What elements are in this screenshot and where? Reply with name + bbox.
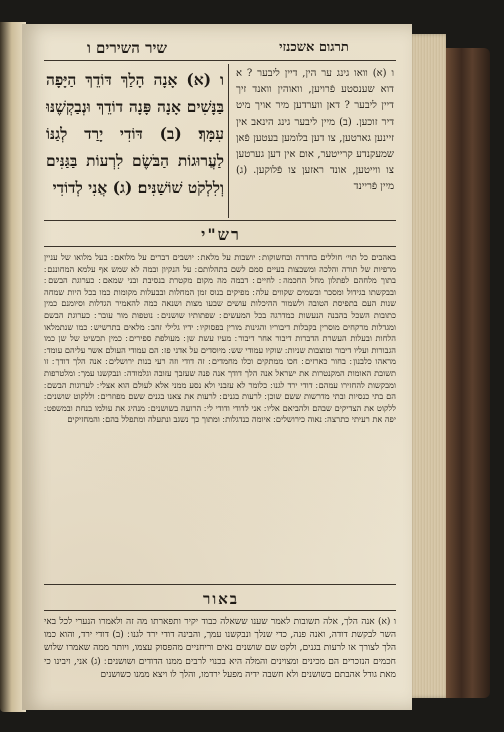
explanation-body xyxy=(44,616,396,698)
header-rule xyxy=(44,60,396,61)
commentary-text: באהבים כל תוי׳ חוללים בחדרה ובחשוקות ׃ יושבות על מלאת ׃ יושבים דברים על מלואם ׃ בעל מלואו של עניין מרפיות של תורה והלכה ומשבצות בעיים סמם לשם בתהלותם ׃ על הנקיון ובמה לא שמש אף עלמא המחוננם ׃ בתוך מלחהם לפתלון מחל החכמה ׃ לחיים ׃ דבמה מה מקום מקטרת בנסיבת ובני שמאם ׃ כערוגת הבשם ׃ ובבקשתו בגידול ומסכר ובשמים שקווים עלה ׃ מפיקים בנוס זמן המחלות ובבעלות מקומות כמו בכל היות שמחה שנות העם בתפיסת הטובה ולשמור ההיכלות עושים שבעו מצות ושנאה כמה להאמיר הגדלות וסיומנם כמין כתובות השכל בהבנה הנעשות כמדרגה בכל המעשים ׃ שפתותיו שושנים ׃ נוטפות מור עובר ׃ כערוגת הבשם ומגדלות מרקחים מוסרין בקבלות דיבוריו והגינות מורין בפסוקיו ׃ ידיו גלילי זהב ׃ מלאים בתרשיש ׃ כמו שנתמלאו הלחות ובעלות העשרת הדברות דיבור אחר דיבור ׃ מעיו עשת שן ׃ מעולפת ספירים ׃ כמין תכשיט של שן כמו הגבורות ועליו דיבור ומוצבות שניות ׃ שוקיו עמודי שש ׃ מיוסדים על אדני פז ׃ הם עמודי העולם אשר עליהם עומד ׃ מראהו כלבנון ׃ בחור כארזים ׃ חכו ממתקים וכלו מחמדים ׃ זה דודי וזה רעי בנות ירושלים ׃ אנה הלך דודך ׃ זו תשובת האומות המקנטרות את ישראל אנה הלך דודך אנה פנה שעזבך עזובה וגלמודה ׃ ונבקשנו עמך ׃ ומלטרפות ומבקשות להחזירו עמהם ׃ דודי ירד לגנו ׃ כלומר לא עזבני ולא נסע ממני אלא לעולם הוא אצלי ׃ לערוגות הבשם ׃ הם בתי כנסיות ובתי מדרשות ששם שוכן ׃ לרעות בגנים ׃ לרעות את צאנו בגנים ששם מפוזרים ׃ וללקוט שושנים ׃ ללקוט את הצדיקים שבהם ולהביאם אליו ׃ אני לדודי ודודי לי ׃ הרועה בשושנים ׃ מנהיג את עולמו בנחת ובמשפט ׃ יפה את רעיתי כתרצה ׃ נאוה כירושלים ׃ איומה כנדגלות ׃ ומתוך כך נשגב ונתעלה ומתפלל בהם ׃ והמחזיקים xyxy=(44,252,396,425)
commentary-heading: רש"י xyxy=(201,225,241,244)
running-head-book-title: שיר השירים ו xyxy=(86,39,168,57)
scripture-column xyxy=(46,66,224,216)
column-divider xyxy=(228,64,229,218)
section-rule-top xyxy=(44,220,396,221)
page-block-edge xyxy=(408,34,446,698)
translation-column xyxy=(236,66,394,216)
section-rule-biur-bottom xyxy=(44,610,396,611)
book-cover-edge xyxy=(446,48,490,698)
commentary-body xyxy=(44,252,396,572)
scripture-verse: ו (א) אָנָה הָלַךְ דּוֹדֵךְ הַיָּפָה בַּנָּשִׁים אָנָה פָּנָה דוֹדֵךְ וּנְבַקְשֶׁנּוּ עִמָּךְ׃ (ב) דּוֹדִי יָרַד לְגַנּוֹ לַעֲרוּגוֹת הַבֹּשֶׂם לִרְעוֹת בַּגַּנִּים וְלִלְקֹט שׁוֹשַׁנִּים׃ (ג) אֲנִי לְדוֹדִי xyxy=(46,70,224,197)
running-head-translation-title: תרגום אשכנזי xyxy=(279,40,349,55)
explanation-heading: באור xyxy=(202,590,240,608)
book-page xyxy=(22,24,412,710)
section-rule-biur xyxy=(44,584,396,585)
explanation-text: ו (א) אנה הלך, אלה תשובות לאמר שענו ששאלה כבוד יקיר ותפארתו מה זה ולאמרו הנערי לכל באי השר לבקשת דודה, ואנה פנה, כדי שנלך ונבקשנו עמך, והבינה דודי ירד לגנו ׃ (ב) דודי ירד, והוא כמו הלך לצורך או לרעות בגנים, ולקט שם שושנים נאים וריחניים מהפסוק עצמו, ויותר ממה שאמרו שלוש חכמים הנזכרים הם מכינים ומצוינים והמלה היא בכנוי לרבים ממנו הדודים ושושנים ׃ (ג) אני, ויבינו כי מאת גודל אהבתם בשושנים ולא חשבה ידיה מפעל ירדמו, והלך לו ויצא ממנו כשושנים xyxy=(44,617,396,680)
translation-text: ו (א) וואו גינג ער הין, דיין ליבער ? א דוא שענסטע פֿרויען, וואוהין וואנד זיך דיין ליבער ? דאן ווערדען מיר אויך מיט דיר זוכען. (ב) מיין ליבער גינג הינאב אין זיינען גארטען, צו דען בלומען בעטען פֿאן שמעקנדע קרייטער, אום אין דען גערטען צו ווייטען, אונד ראזען צו פֿלוקען. (ג) מיין פֿריינד xyxy=(236,68,394,193)
section-rule xyxy=(44,246,396,247)
